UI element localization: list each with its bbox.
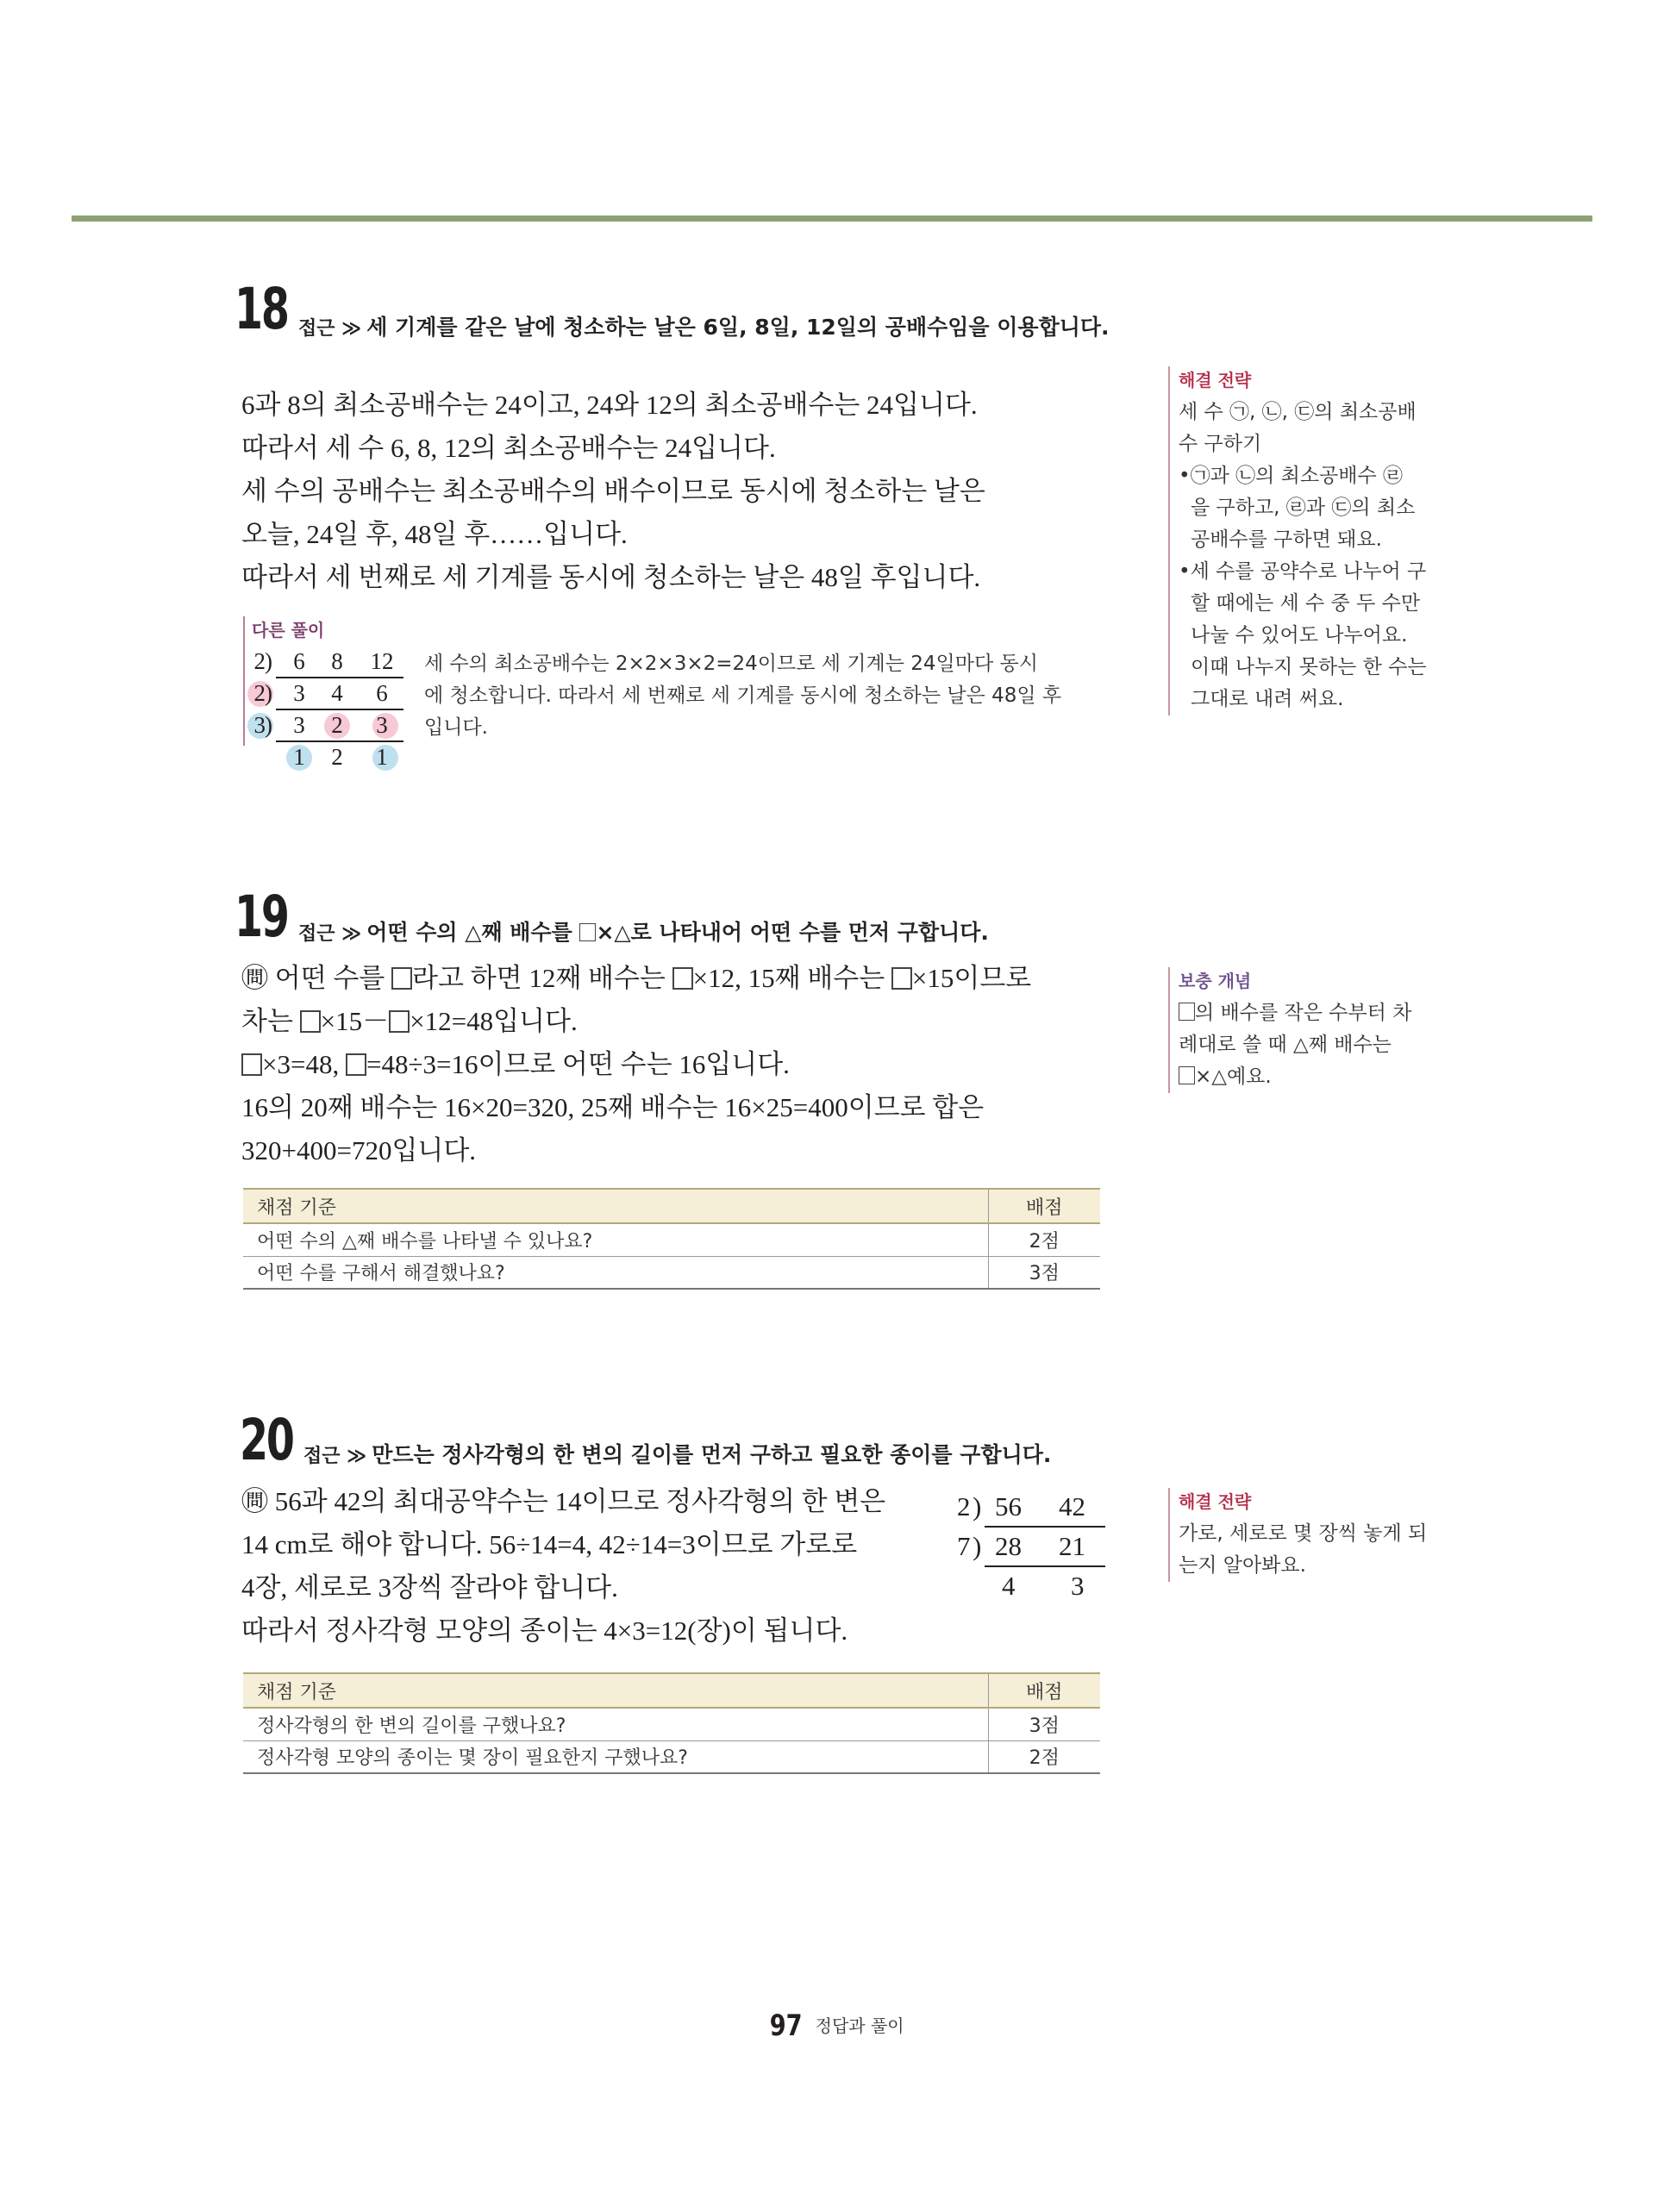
divisor: 7 [957,1531,971,1561]
strategy-line: 세 수 ㉠, ㉡, ㉢의 최소공배 [1179,401,1417,423]
problem-18-number: 18 [235,276,288,342]
table-row [243,1708,1100,1740]
strategy-line: 을 구하고, ㉣과 ㉢의 최소 [1191,497,1416,519]
division-cell: 28 [995,1531,1022,1561]
points-cell: 2점 [988,1740,1100,1773]
concept-line: ×△예요. [1179,1061,1411,1093]
strategy-line: 나눌 수 있어도 나누어요. [1191,624,1408,647]
ladder-cell: 12 [370,648,394,674]
alt-line: 세 수의 최소공배수는 2×2×3×2=24이므로 세 기계는 24일마다 동시 [424,653,1038,675]
criteria-cell: 정사각형의 한 변의 길이를 구했나요? [243,1708,988,1740]
approach-tag: 접근 ≫ [298,923,362,945]
score-header-criteria: 채점 기준 [243,1189,988,1223]
ladder-cell: 8 [331,648,343,674]
divisor: 2 [253,648,266,674]
solution-line: 16의 20째 배수는 16×20=320, 25째 배수는 16×25=400이므로 합은 [241,1092,985,1122]
strategy-line: 그대로 내려 써요. [1191,688,1344,710]
division-cell: 21 [1059,1531,1085,1561]
solution-line: 6과 8의 최소공배수는 24이고, 24와 12의 최소공배수는 24입니다. [241,390,978,420]
solution-line: 세 수의 공배수는 최소공배수의 배수이므로 동시에 청소하는 날은 [241,476,985,506]
ladder-cell: 6 [293,648,305,674]
ladder-cell: 6 [376,680,388,706]
approach-text: 어떤 수의 △째 배수를 [366,920,580,945]
approach-text: 세 기계를 같은 날에 청소하는 날은 6일, 8일, 12일의 공배수임을 이용합니다. [366,315,1110,340]
ladder-cell: 4 [331,680,343,706]
table-row [243,1256,1100,1289]
alt-solution-title: 다른 풀이 [252,620,325,640]
concept-note-19 [1168,967,1411,1093]
divisor: 2 [253,680,266,706]
strategy-title: 해결 전략 [1179,370,1252,391]
divisor: 2 [957,1491,971,1522]
gcd-division: 2 ) 56 42 7 ) 28 21 4 3 [957,1491,1104,1612]
approach-text: ×△로 나타내어 어떤 수를 먼저 구합니다. [596,920,989,945]
solution-line: ㉄ 56과 42의 최대공약수는 14이므로 정사각형의 한 변은 [241,1486,886,1516]
page-footer [0,2009,1670,2043]
ladder-division: 2 ) 6 8 12 2 ) 3 4 6 3 ) 3 2 3 1 2 1 [250,648,405,778]
scoring-table-19 [243,1188,1100,1290]
scoring-table-20 [243,1672,1100,1774]
strategy-line: 이때 나누지 못하는 한 수는 [1191,656,1427,678]
strategy-line: 공배수를 구하면 돼요. [1191,528,1382,551]
criteria-cell: 어떤 수를 구해서 해결했나요? [243,1256,988,1289]
problem-19-approach [298,915,989,947]
approach-text: 만드는 정사각형의 한 변의 길이를 먼저 구하고 필요한 종이를 구합니다. [372,1442,1052,1467]
points-cell: 3점 [988,1708,1100,1740]
points-cell: 2점 [988,1223,1100,1256]
points-cell: 3점 [988,1256,1100,1289]
divisor: 3 [253,712,266,738]
approach-tag: 접근 ≫ [298,318,362,340]
alt-line: 입니다. [424,716,488,739]
concept-line: 례대로 쓸 때 △째 배수는 [1179,1034,1392,1056]
ladder-cell: 3 [376,712,388,738]
solution-line: 차는 ×15－ ×12=48입니다. [241,1006,578,1036]
division-cell: 42 [1059,1491,1085,1522]
strategy-title: 해결 전략 [1179,1491,1252,1512]
solution-line: 따라서 정사각형 모양의 종이는 4×3=12(장)이 됩니다. [241,1615,848,1646]
strategy-line: 수 구하기 [1179,433,1262,455]
problem-19-number: 19 [235,884,288,950]
strategy-line: •세 수를 공약수로 나누어 구 [1179,560,1427,583]
solution-line: 오늘, 24일 후, 48일 후……입니다. [241,519,628,549]
concept-title: 보충 개념 [1179,971,1252,991]
approach-tag: 접근 ≫ [303,1446,367,1467]
score-header-points: 배점 [988,1673,1100,1708]
ladder-cell: 1 [376,744,388,770]
strategy-line: •㉠과 ㉡의 최소공배수 ㉣ [1179,465,1404,487]
solution-line: 14 cm로 해야 합니다. 56÷14=4, 42÷14=3이므로 가로로 [241,1529,858,1559]
ladder-cell: 3 [293,712,305,738]
solution-line: 320+400=720입니다. [241,1135,477,1165]
solution-line: 따라서 세 수 6, 8, 12의 최소공배수는 24입니다. [241,433,776,463]
solution-line: 따라서 세 번째로 세 기계를 동시에 청소하는 날은 48일 후입니다. [241,562,981,592]
criteria-cell: 어떤 수의 △째 배수를 나타낼 수 있나요? [243,1223,988,1256]
page-number: 97 [770,2009,803,2043]
solution-line: ㉄ 어떤 수를 라고 하면 12째 배수는 ×12, 15째 배수는 ×15이므로 [241,963,1032,993]
header-rule [72,216,1592,222]
table-row [243,1223,1100,1256]
box-symbol [579,923,596,941]
page-footer-label: 정답과 풀이 [815,2015,904,2036]
ladder-cell: 3 [293,680,305,706]
ladder-cell: 1 [293,744,305,770]
alt-line: 에 청소합니다. 따라서 세 번째로 세 기계를 동시에 청소하는 날은 48일 후 [424,684,1062,707]
criteria-cell: 정사각형 모양의 종이는 몇 장이 필요한지 구했나요? [243,1740,988,1773]
problem-20-approach [303,1438,1051,1469]
score-header-criteria: 채점 기준 [243,1673,988,1708]
division-cell: 56 [995,1491,1022,1522]
solution-line: ×3=48, =48÷3=16이므로 어떤 수는 16입니다. [241,1043,790,1086]
division-cell: 3 [1071,1571,1085,1601]
strategy-note-20 [1168,1488,1427,1582]
strategy-line: 가로, 세로로 몇 장씩 놓게 되 [1179,1522,1428,1545]
division-cell: 4 [1002,1571,1016,1601]
concept-line: 의 배수를 작은 수부터 차 [1179,997,1411,1029]
problem-18-approach [298,310,1110,341]
table-row [243,1740,1100,1773]
ladder-cell: 2 [331,744,343,770]
problem-20-number: 20 [240,1407,293,1473]
strategy-note-18 [1168,366,1427,715]
solution-line: 4장, 세로로 3장씩 잘라야 합니다. [241,1572,618,1603]
score-header-points: 배점 [988,1189,1100,1223]
ladder-cell: 2 [331,712,343,738]
strategy-line: 할 때에는 세 수 중 두 수만 [1191,592,1421,615]
strategy-line: 는지 알아봐요. [1179,1554,1306,1577]
